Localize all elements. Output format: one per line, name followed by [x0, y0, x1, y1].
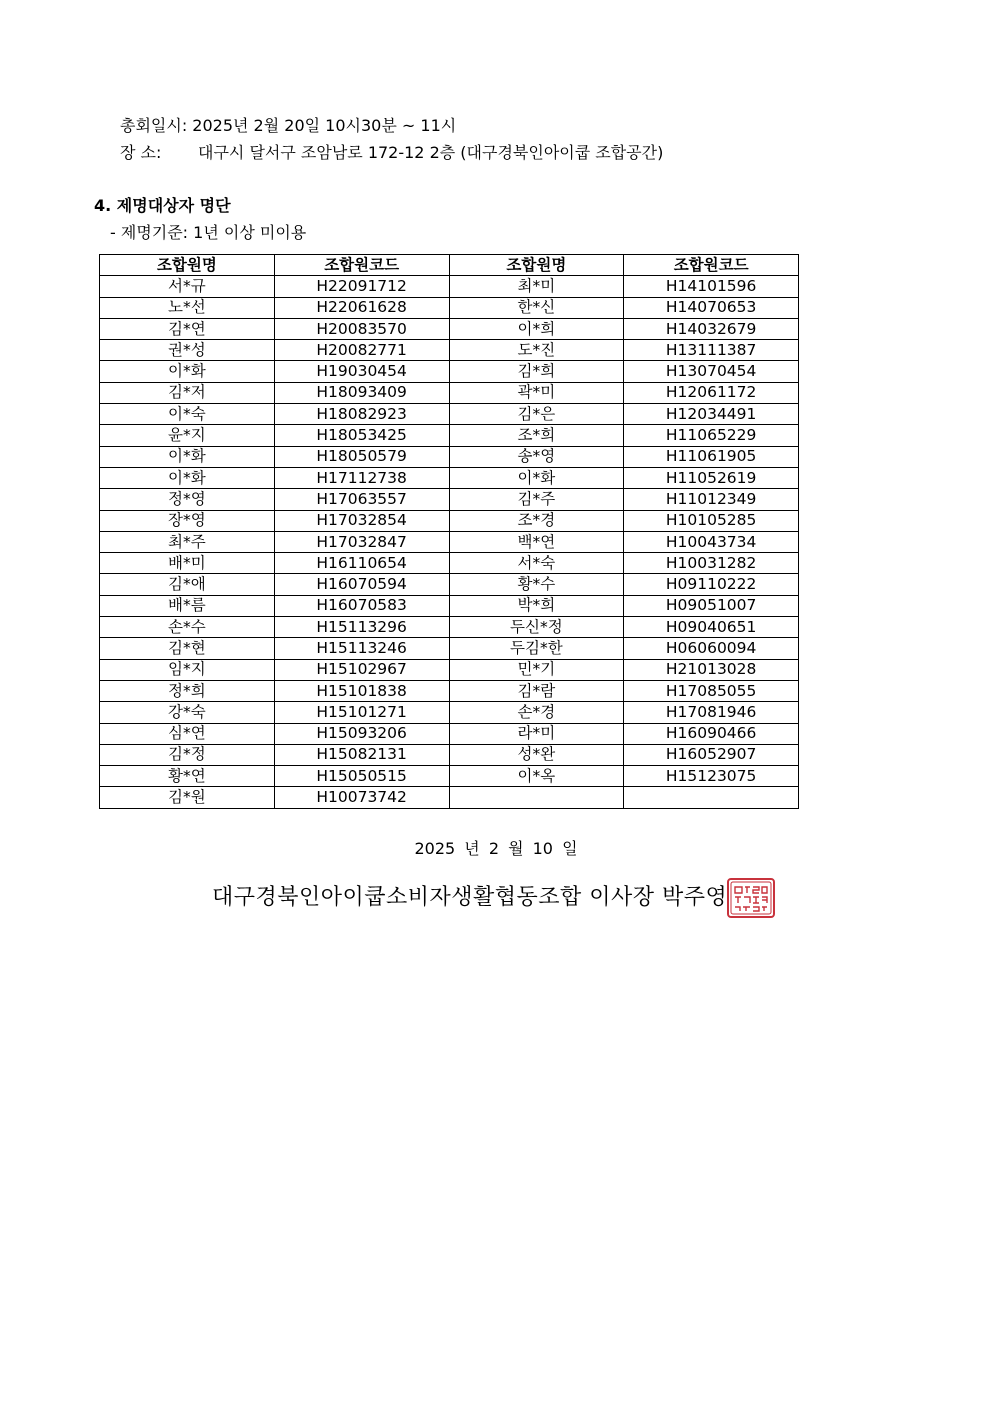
member-name-cell: 김*주 [449, 489, 624, 510]
expulsion-member-table [99, 254, 799, 809]
member-code-cell: H14101596 [624, 276, 799, 297]
table-row [100, 595, 799, 616]
member-name-cell: 서*규 [100, 276, 275, 297]
table-row [100, 617, 799, 638]
member-name-cell: 도*진 [449, 340, 624, 361]
member-code-cell: H12061172 [624, 382, 799, 403]
member-code-cell: H12034491 [624, 404, 799, 425]
member-name-cell [449, 787, 624, 808]
member-code-cell [624, 787, 799, 808]
member-name-cell: 곽*미 [449, 382, 624, 403]
member-name-cell: 최*주 [100, 531, 275, 552]
member-code-cell: H17032854 [274, 510, 449, 531]
member-code-cell: H16052907 [624, 744, 799, 765]
member-name-cell: 김*현 [100, 638, 275, 659]
member-code-cell: H16070594 [274, 574, 449, 595]
member-code-cell: H16110654 [274, 553, 449, 574]
member-name-cell: 이*희 [449, 318, 624, 339]
member-code-cell: H14032679 [624, 318, 799, 339]
member-code-cell: H13070454 [624, 361, 799, 382]
table-row [100, 467, 799, 488]
member-code-cell: H11012349 [624, 489, 799, 510]
member-code-cell: H10073742 [274, 787, 449, 808]
member-name-cell: 송*영 [449, 446, 624, 467]
table-row [100, 318, 799, 339]
member-name-cell: 박*희 [449, 595, 624, 616]
member-name-cell: 성*완 [449, 744, 624, 765]
table-body [100, 276, 799, 808]
table-row [100, 425, 799, 446]
table-row [100, 297, 799, 318]
member-name-cell: 한*신 [449, 297, 624, 318]
member-name-cell: 김*원 [100, 787, 275, 808]
member-code-cell: H11052619 [624, 467, 799, 488]
member-code-cell: H15093206 [274, 723, 449, 744]
member-name-cell: 이*화 [100, 361, 275, 382]
meeting-place-label: 장 소: [120, 143, 162, 162]
table-row [100, 553, 799, 574]
header-member-name-2: 조합원명 [449, 255, 624, 276]
member-code-cell: H10105285 [624, 510, 799, 531]
member-code-cell: H14070653 [624, 297, 799, 318]
member-code-cell: H13111387 [624, 340, 799, 361]
member-name-cell: 정*영 [100, 489, 275, 510]
member-code-cell: H09110222 [624, 574, 799, 595]
table-row [100, 638, 799, 659]
table-row [100, 382, 799, 403]
table-row [100, 744, 799, 765]
member-code-cell: H06060094 [624, 638, 799, 659]
member-code-cell: H15123075 [624, 766, 799, 787]
member-name-cell: 권*성 [100, 340, 275, 361]
meeting-date: 총회일시: 2025년 2월 20일 10시30분 ~ 11시 [120, 116, 457, 135]
table-row [100, 489, 799, 510]
table-row [100, 680, 799, 701]
table-row [100, 361, 799, 382]
meeting-place [120, 143, 663, 163]
member-code-cell: H11061905 [624, 446, 799, 467]
member-name-cell: 심*연 [100, 723, 275, 744]
meeting-place-value: 대구시 달서구 조암남로 172-12 2층 (대구경북인아이쿱 조합공간) [198, 143, 664, 162]
member-name-cell: 백*연 [449, 531, 624, 552]
member-code-cell: H17085055 [624, 680, 799, 701]
table-row [100, 766, 799, 787]
member-name-cell: 민*기 [449, 659, 624, 680]
member-name-cell: 라*미 [449, 723, 624, 744]
member-name-cell: 황*연 [100, 766, 275, 787]
member-code-cell: H15082131 [274, 744, 449, 765]
table-row [100, 723, 799, 744]
member-code-cell: H11065229 [624, 425, 799, 446]
member-name-cell: 노*선 [100, 297, 275, 318]
member-code-cell: H17081946 [624, 702, 799, 723]
member-code-cell: H20082771 [274, 340, 449, 361]
member-code-cell: H22091712 [274, 276, 449, 297]
member-name-cell: 조*희 [449, 425, 624, 446]
member-code-cell: H15101838 [274, 680, 449, 701]
member-name-cell: 김*정 [100, 744, 275, 765]
header-member-code-1: 조합원코드 [274, 255, 449, 276]
section-heading: 4. 제명대상자 명단 [94, 196, 231, 215]
member-code-cell: H17112738 [274, 467, 449, 488]
member-code-cell: H15101271 [274, 702, 449, 723]
header-member-code-2: 조합원코드 [624, 255, 799, 276]
member-code-cell: H15113296 [274, 617, 449, 638]
table-row [100, 510, 799, 531]
member-code-cell: H16090466 [624, 723, 799, 744]
member-name-cell: 서*숙 [449, 553, 624, 574]
member-code-cell: H21013028 [624, 659, 799, 680]
member-name-cell: 윤*지 [100, 425, 275, 446]
signature-line: 대구경북인아이쿱소비자생활협동조합 이사장 박주영 [212, 885, 728, 910]
member-name-cell: 김*애 [100, 574, 275, 595]
member-code-cell: H18082923 [274, 404, 449, 425]
table-row [100, 446, 799, 467]
member-name-cell: 두김*한 [449, 638, 624, 659]
member-code-cell: H17032847 [274, 531, 449, 552]
member-name-cell: 배*름 [100, 595, 275, 616]
member-name-cell: 임*지 [100, 659, 275, 680]
member-code-cell: H09040651 [624, 617, 799, 638]
member-code-cell: H17063557 [274, 489, 449, 510]
member-name-cell: 이*화 [100, 446, 275, 467]
table-row [100, 276, 799, 297]
member-code-cell: H16070583 [274, 595, 449, 616]
member-name-cell: 이*숙 [100, 404, 275, 425]
table-row [100, 659, 799, 680]
member-name-cell: 이*화 [100, 467, 275, 488]
member-code-cell: H18053425 [274, 425, 449, 446]
member-code-cell: H20083570 [274, 318, 449, 339]
table-row [100, 787, 799, 808]
member-code-cell: H18050579 [274, 446, 449, 467]
seal-stamp-icon [727, 878, 775, 918]
member-name-cell: 두신*정 [449, 617, 624, 638]
member-name-cell: 장*영 [100, 510, 275, 531]
member-name-cell: 강*숙 [100, 702, 275, 723]
member-code-cell: H15113246 [274, 638, 449, 659]
table-row [100, 702, 799, 723]
member-code-cell: H18093409 [274, 382, 449, 403]
member-name-cell: 김*저 [100, 382, 275, 403]
member-name-cell: 황*수 [449, 574, 624, 595]
member-name-cell: 배*미 [100, 553, 275, 574]
member-code-cell: H09051007 [624, 595, 799, 616]
member-name-cell: 손*경 [449, 702, 624, 723]
expulsion-criteria: - 제명기준: 1년 이상 미이용 [110, 223, 307, 242]
member-name-cell: 조*경 [449, 510, 624, 531]
member-name-cell: 정*희 [100, 680, 275, 701]
member-code-cell: H10043734 [624, 531, 799, 552]
header-member-name-1: 조합원명 [100, 255, 275, 276]
member-code-cell: H22061628 [274, 297, 449, 318]
member-code-cell: H15050515 [274, 766, 449, 787]
member-name-cell: 김*희 [449, 361, 624, 382]
table-header-row [100, 255, 799, 276]
member-name-cell: 김*은 [449, 404, 624, 425]
table-row [100, 404, 799, 425]
table-row [100, 340, 799, 361]
member-name-cell: 손*수 [100, 617, 275, 638]
member-name-cell: 최*미 [449, 276, 624, 297]
document-date: 2025 년 2 월 10 일 [414, 839, 578, 858]
member-name-cell: 이*화 [449, 467, 624, 488]
member-code-cell: H10031282 [624, 553, 799, 574]
member-name-cell: 이*옥 [449, 766, 624, 787]
member-code-cell: H15102967 [274, 659, 449, 680]
member-name-cell: 김*연 [100, 318, 275, 339]
member-name-cell: 김*람 [449, 680, 624, 701]
member-code-cell: H19030454 [274, 361, 449, 382]
table-row [100, 574, 799, 595]
table-row [100, 531, 799, 552]
